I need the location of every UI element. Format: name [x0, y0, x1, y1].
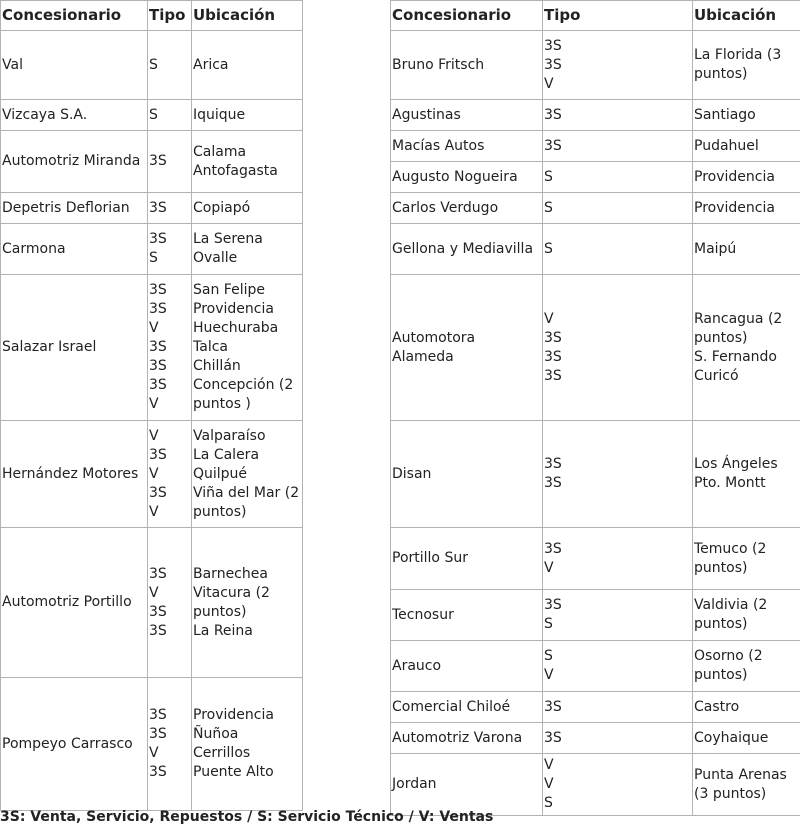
header-location: Ubicación: [192, 1, 303, 31]
dealer-location: Viña del Mar (2 puntos): [193, 484, 300, 520]
dealer-type-cell: [543, 723, 693, 754]
dealer-location: Puente Alto: [193, 764, 274, 780]
table-row: [391, 31, 800, 100]
dealer-location-cell: [693, 131, 800, 162]
dealer-location: S. Fernando: [694, 348, 777, 365]
dealer-type-cell: [148, 421, 192, 528]
dealer-type-cell: [543, 590, 693, 641]
dealer-location-cell: [693, 754, 800, 816]
dealer-name: Comercial Chiloé: [391, 692, 543, 723]
table-row: [391, 590, 800, 641]
dealer-type: V: [149, 584, 159, 601]
dealer-type: 3S: [149, 484, 167, 501]
dealer-location: Temuco (2 puntos): [694, 540, 767, 576]
dealer-location: San Felipe: [193, 282, 265, 298]
dealer-type-cell: [148, 31, 192, 100]
dealer-type-cell: [543, 641, 693, 692]
dealer-location: Calama: [193, 143, 247, 160]
dealer-type: V: [544, 776, 554, 792]
dealer-type: S: [544, 795, 553, 811]
dealer-location-cell: [192, 224, 303, 275]
dealer-type: 3S: [544, 367, 562, 384]
dealer-location: Barnechea: [193, 565, 268, 582]
dealer-type: 3S: [149, 282, 167, 298]
header-dealer: Concesionario: [1, 1, 148, 31]
dealer-location: Providencia: [193, 301, 274, 317]
dealer-type: V: [149, 745, 159, 761]
dealer-location: Santiago: [694, 106, 756, 123]
dealer-type: 3S: [149, 622, 167, 639]
dealer-type: 3S: [149, 446, 167, 463]
dealer-location-cell: [192, 131, 303, 193]
dealer-location: Providencia: [694, 168, 775, 185]
dealer-type-cell: [148, 678, 192, 811]
table-row: [1, 224, 303, 275]
dealer-type-cell: [148, 100, 192, 131]
dealer-type: 3S: [544, 540, 562, 557]
dealer-type: S: [149, 250, 158, 266]
dealer-type: S: [544, 199, 553, 216]
dealer-location-cell: [693, 100, 800, 131]
table-row: [391, 528, 800, 590]
legend-note: 3S: Venta, Servicio, Repuestos / S: Servicio Técnico / V: Ventas: [0, 809, 494, 825]
dealer-location: Vitacura (2 puntos): [193, 584, 270, 620]
dealer-location: Concepción (2 puntos ): [193, 377, 294, 412]
dealer-location: Curicó: [694, 367, 739, 384]
dealer-type: 3S: [149, 153, 167, 169]
table-row: [391, 193, 800, 224]
dealer-location: La Florida (3 puntos): [694, 47, 782, 82]
header-location: Ubicación: [693, 1, 800, 31]
table-row: [1, 421, 303, 528]
dealer-location: Los Ángeles: [694, 456, 778, 472]
dealer-location: Valdivia (2 puntos): [694, 597, 768, 632]
dealer-location: Punta Arenas (3 puntos): [694, 766, 787, 802]
table-row: [391, 131, 800, 162]
dealer-type: 3S: [544, 348, 562, 365]
dealer-name: Automotora Alameda: [391, 275, 543, 421]
dealer-name: Disan: [391, 421, 543, 528]
dealer-type: 3S: [149, 726, 167, 742]
dealer-type-cell: [543, 100, 693, 131]
dealer-location: Rancagua (2 puntos): [694, 310, 783, 346]
table-row: [1, 100, 303, 131]
dealer-type: 3S: [544, 456, 562, 472]
dealer-location: Ovalle: [193, 250, 238, 266]
dealer-type: S: [544, 648, 553, 664]
dealer-location-cell: [693, 224, 800, 275]
dealer-name: Agustinas: [391, 100, 543, 131]
table-row: [1, 678, 303, 811]
table-row: [1, 31, 303, 100]
dealer-type: V: [149, 465, 159, 482]
table-row: [391, 692, 800, 723]
dealer-location: Huechuraba: [193, 320, 279, 336]
table-row: [391, 100, 800, 131]
dealer-type: 3S: [544, 106, 562, 123]
dealer-type-cell: [543, 421, 693, 528]
dealer-type: S: [544, 616, 553, 632]
dealer-name: Automotriz Miranda: [1, 131, 148, 193]
dealer-location-cell: [693, 193, 800, 224]
dealer-name: Carmona: [1, 224, 148, 275]
table-row: [1, 193, 303, 224]
dealer-location: Pto. Montt: [694, 475, 766, 491]
dealer-type: V: [149, 320, 159, 336]
dealer-type: 3S: [149, 565, 167, 582]
dealer-location-cell: [693, 590, 800, 641]
dealer-name: Automotriz Portillo: [1, 528, 148, 678]
dealer-location-cell: [693, 641, 800, 692]
dealer-type: V: [544, 757, 554, 773]
table-row: [391, 162, 800, 193]
dealer-name: Automotriz Varona: [391, 723, 543, 754]
dealer-type-cell: [543, 528, 693, 590]
dealer-location: Talca: [193, 339, 228, 355]
dealer-name: Portillo Sur: [391, 528, 543, 590]
dealer-type-cell: [543, 131, 693, 162]
dealer-type: 3S: [544, 698, 562, 715]
dealer-type: 3S: [149, 199, 167, 216]
dealer-type: 3S: [149, 707, 167, 723]
dealer-type-cell: [148, 224, 192, 275]
dealer-location-cell: [693, 31, 800, 100]
dealer-location: Providencia: [694, 199, 775, 216]
dealer-name: Pompeyo Carrasco: [1, 678, 148, 811]
dealer-type: V: [149, 427, 159, 444]
dealer-type: V: [544, 559, 554, 576]
dealer-location-cell: [192, 31, 303, 100]
table-row: [1, 131, 303, 193]
dealer-location-cell: [693, 421, 800, 528]
table-row: [391, 421, 800, 528]
header-type: Tipo: [543, 1, 693, 31]
header-row: [1, 1, 303, 31]
dealer-type: S: [149, 106, 158, 123]
dealer-type: 3S: [149, 764, 167, 780]
dealer-type: S: [149, 56, 158, 73]
dealer-type: V: [544, 310, 554, 327]
dealer-type-cell: [543, 162, 693, 193]
dealer-type: 3S: [149, 339, 167, 355]
dealer-type-cell: [543, 224, 693, 275]
dealer-type: 3S: [544, 475, 562, 491]
dealer-type: V: [544, 75, 554, 92]
dealer-location: Iquique: [193, 106, 246, 123]
dealer-name: Macías Autos: [391, 131, 543, 162]
dealer-type: V: [544, 667, 554, 683]
dealer-type: 3S: [544, 329, 562, 346]
dealer-type-cell: [148, 275, 192, 421]
dealer-location: Chillán: [193, 358, 241, 374]
table-row: [391, 723, 800, 754]
dealer-name: Vizcaya S.A.: [1, 100, 148, 131]
dealer-location: Castro: [694, 698, 740, 715]
dealer-type: 3S: [544, 729, 562, 746]
dealer-location: La Reina: [193, 622, 253, 639]
dealer-type-cell: [543, 692, 693, 723]
dealer-name: Tecnosur: [391, 590, 543, 641]
dealer-location: Osorno (2 puntos): [694, 648, 763, 683]
table-row: [1, 275, 303, 421]
dealer-type-cell: [148, 131, 192, 193]
dealer-type: 3S: [149, 377, 167, 393]
dealer-type: 3S: [149, 358, 167, 374]
dealers-table-right: [390, 0, 800, 816]
dealer-type: V: [149, 503, 159, 520]
dealer-location-cell: [192, 528, 303, 678]
table-row: [391, 754, 800, 816]
table-row: [391, 641, 800, 692]
dealer-location-cell: [693, 275, 800, 421]
header-row: [391, 1, 800, 31]
dealer-type: 3S: [544, 137, 562, 154]
dealer-type: 3S: [544, 37, 562, 54]
dealer-type: 3S: [149, 231, 167, 247]
dealer-type: 3S: [544, 597, 562, 613]
dealer-location-cell: [192, 678, 303, 811]
table-row: [1, 528, 303, 678]
dealer-type: 3S: [149, 603, 167, 620]
header-dealer: Concesionario: [391, 1, 543, 31]
dealers-table-left: [0, 0, 303, 811]
table-row: [391, 224, 800, 275]
dealer-type-cell: [543, 754, 693, 816]
dealer-type: V: [149, 396, 159, 412]
dealer-type-cell: [543, 31, 693, 100]
dealer-name: Augusto Nogueira: [391, 162, 543, 193]
table-row: [391, 275, 800, 421]
dealer-type-cell: [148, 528, 192, 678]
dealer-location: Maipú: [694, 240, 737, 257]
dealer-name: Bruno Fritsch: [391, 31, 543, 100]
dealer-location: La Calera: [193, 446, 260, 463]
dealer-location-cell: [693, 162, 800, 193]
dealer-name: Val: [1, 31, 148, 100]
dealer-location: La Serena: [193, 231, 263, 247]
dealer-location: Ñuñoa: [193, 726, 239, 742]
dealer-location: Cerrillos: [193, 745, 251, 761]
dealer-location-cell: [693, 723, 800, 754]
dealer-location-cell: [192, 275, 303, 421]
dealer-name: Hernández Motores: [1, 421, 148, 528]
dealer-type: 3S: [544, 56, 562, 73]
dealer-name: Salazar Israel: [1, 275, 148, 421]
dealer-location-cell: [192, 193, 303, 224]
dealer-location: Pudahuel: [694, 137, 759, 154]
dealer-location-cell: [693, 528, 800, 590]
dealer-type-cell: [543, 275, 693, 421]
dealer-type-cell: [148, 193, 192, 224]
dealer-type: 3S: [149, 301, 167, 317]
dealer-location-cell: [693, 692, 800, 723]
dealer-location-cell: [192, 421, 303, 528]
dealer-location-cell: [192, 100, 303, 131]
dealer-location: Providencia: [193, 707, 274, 723]
dealer-name: Gellona y Mediavilla: [391, 224, 543, 275]
header-type: Tipo: [148, 1, 192, 31]
dealer-location: Quilpué: [193, 465, 248, 482]
dealer-type: S: [544, 240, 553, 257]
dealer-location: Copiapó: [193, 199, 251, 216]
dealer-name: Jordan: [391, 754, 543, 816]
dealer-type-cell: [543, 193, 693, 224]
dealer-location: Arica: [193, 56, 229, 73]
dealer-location: Valparaíso: [193, 427, 266, 444]
dealer-location: Antofagasta: [193, 162, 278, 179]
dealer-location: Coyhaique: [694, 729, 769, 746]
dealer-type: S: [544, 168, 553, 185]
dealer-name: Depetris Deflorian: [1, 193, 148, 224]
dealer-name: Carlos Verdugo: [391, 193, 543, 224]
dealer-name: Arauco: [391, 641, 543, 692]
